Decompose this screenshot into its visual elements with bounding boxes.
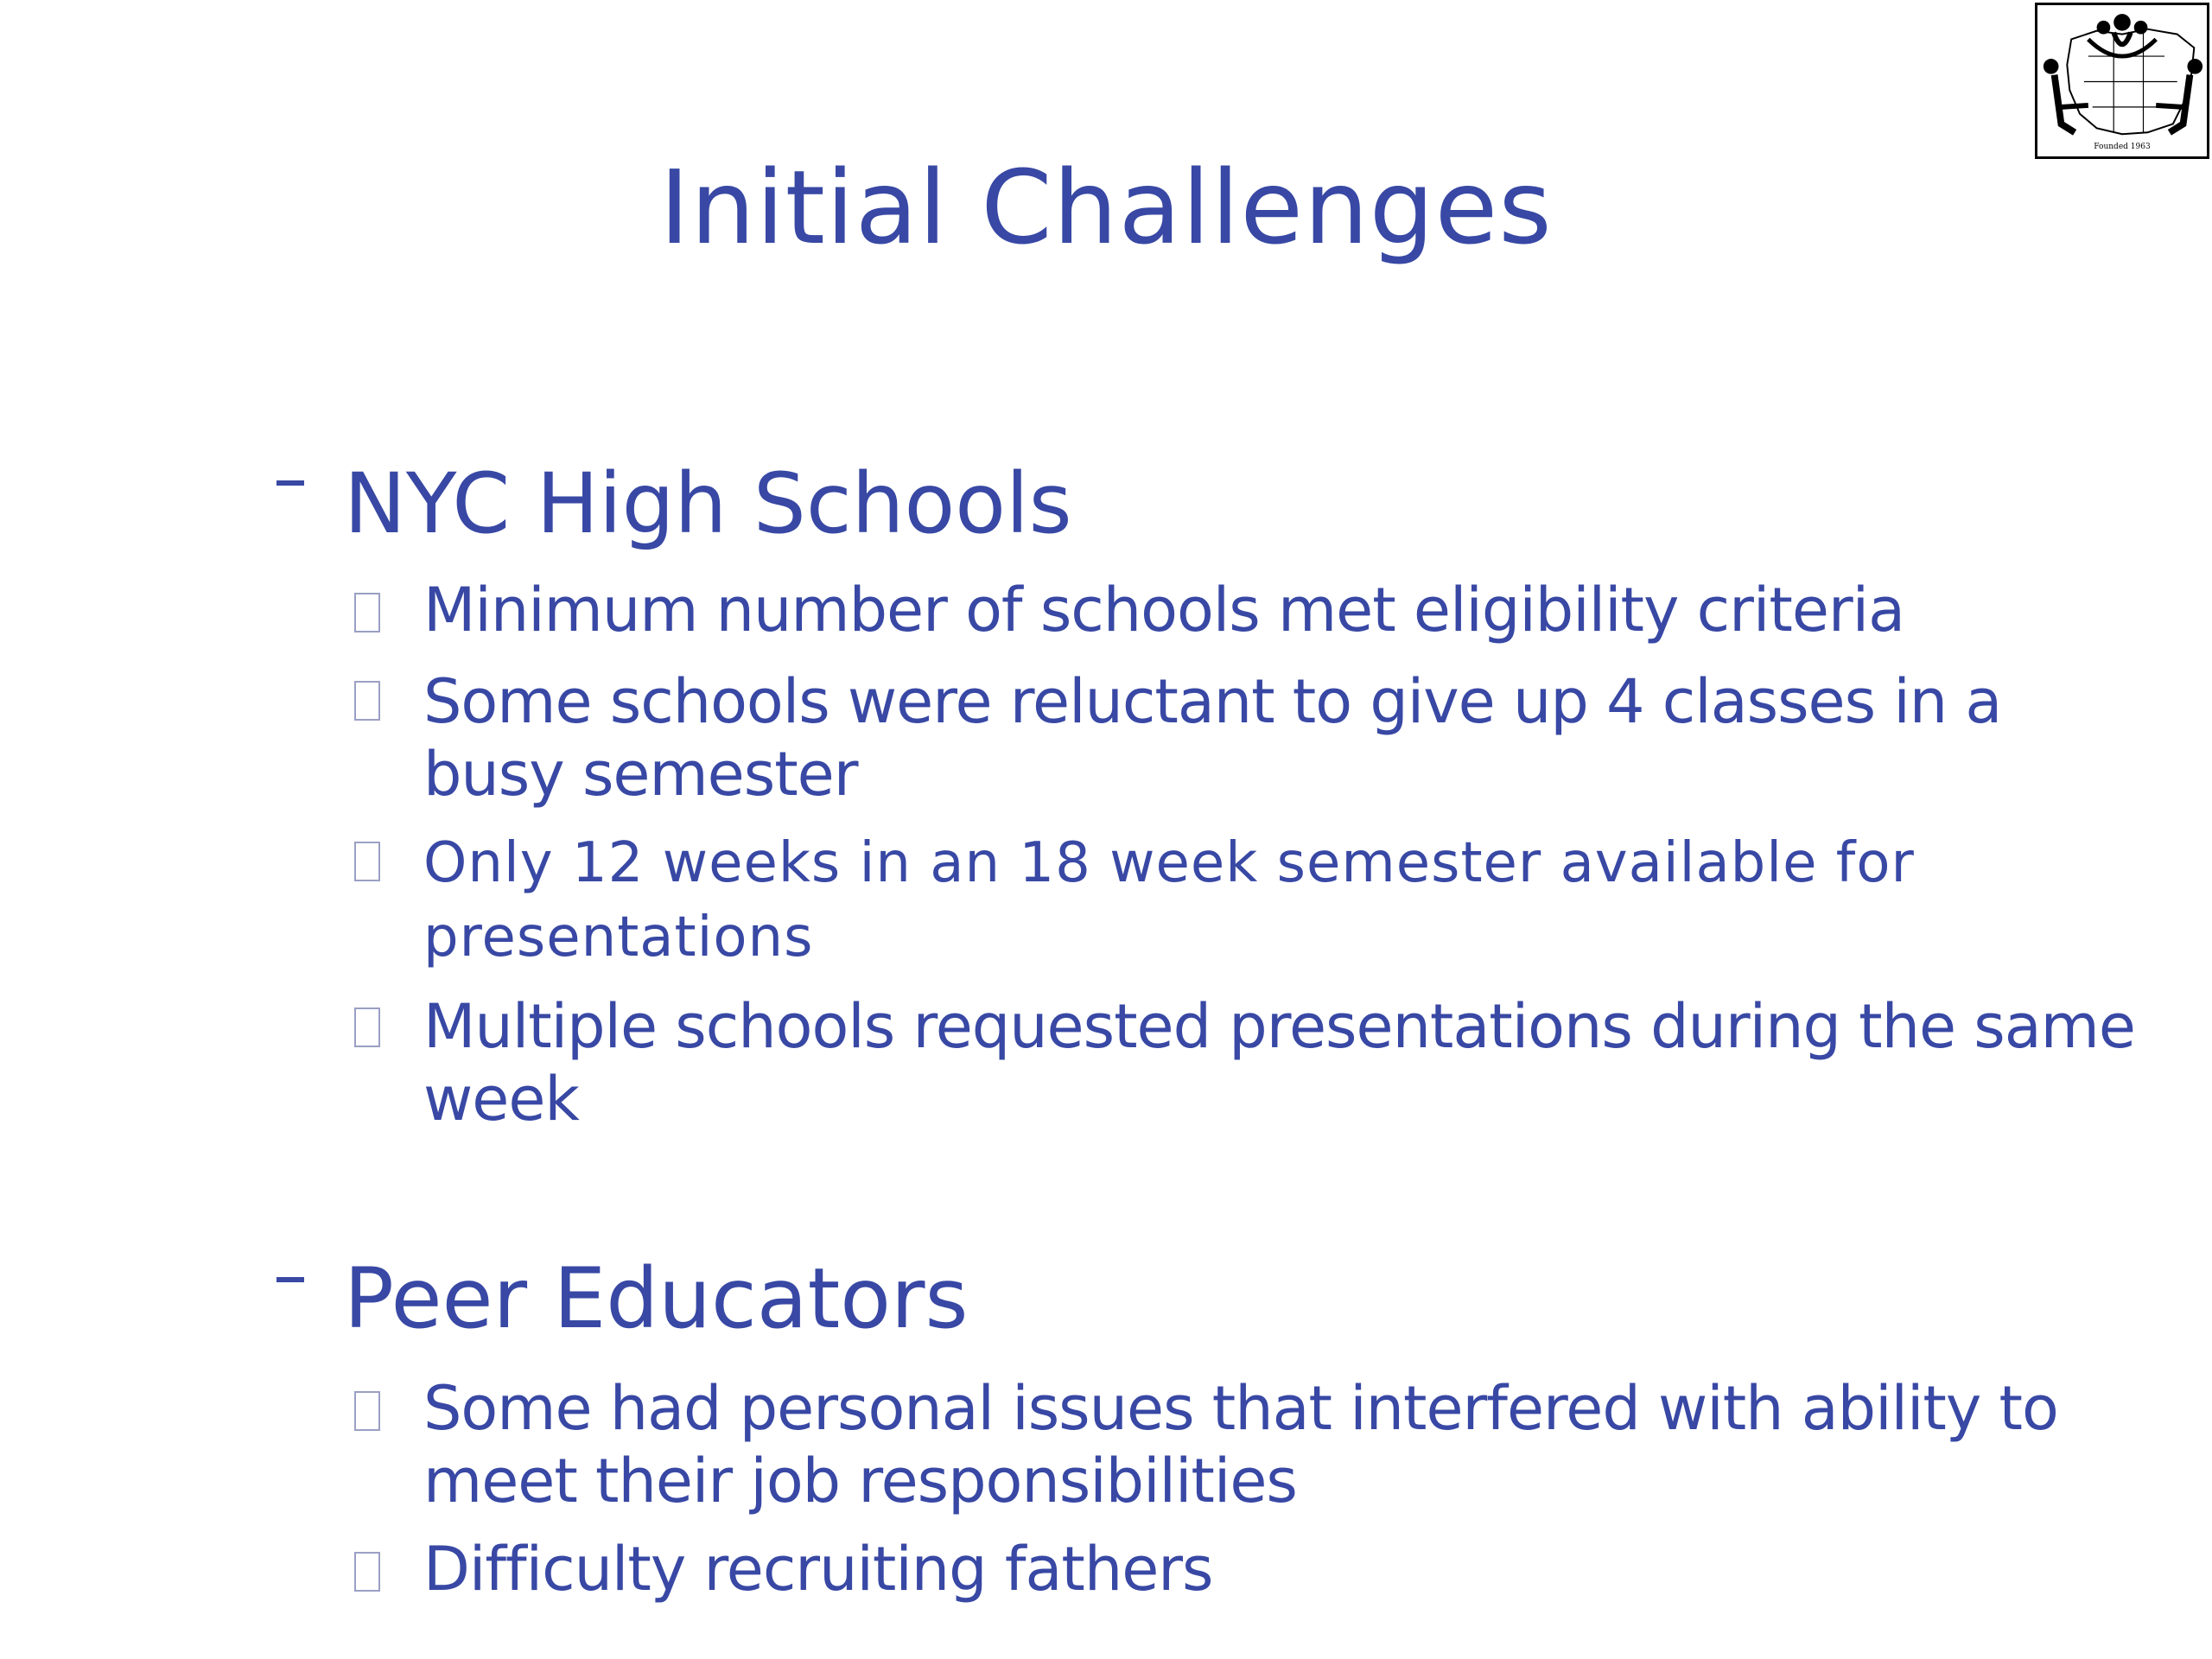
- section-dash-icon: [276, 1277, 304, 1282]
- organization-logo: [2035, 3, 2209, 159]
- bullet-box-icon: [354, 681, 380, 721]
- bullet-item: Difficulty recruiting fathers: [423, 1534, 1213, 1605]
- bullet-box-icon: [354, 1007, 380, 1047]
- section-heading-peer-educators: Peer Educators: [344, 1250, 969, 1347]
- bullet-item: Only 12 weeks in an 18 week semester available for presentations: [423, 831, 1915, 969]
- bullet-item: Minimum number of schools met eligibility criteria: [423, 575, 1905, 645]
- bullet-box-icon: [354, 842, 380, 881]
- bullet-box-icon: [354, 593, 380, 632]
- bullet-box-icon: [354, 1391, 380, 1431]
- section-dash-icon: [276, 480, 304, 486]
- bullet-item: Some had personal issues that interfered with ability to meet their job responsibilities: [423, 1373, 2058, 1516]
- logo-map-people-icon: [2037, 5, 2207, 156]
- logo-caption: Founded 1963: [2094, 143, 2151, 151]
- bullet-box-icon: [354, 1552, 380, 1592]
- bullet-item: Multiple schools requested presentations during the same week: [423, 991, 2135, 1135]
- section-heading-nyc-high-schools: NYC High Schools: [344, 455, 1072, 552]
- slide-title: Initial Challenges: [659, 148, 1553, 267]
- bullet-item: Some schools were reluctant to give up 4 classes in a busy semester: [423, 666, 2002, 810]
